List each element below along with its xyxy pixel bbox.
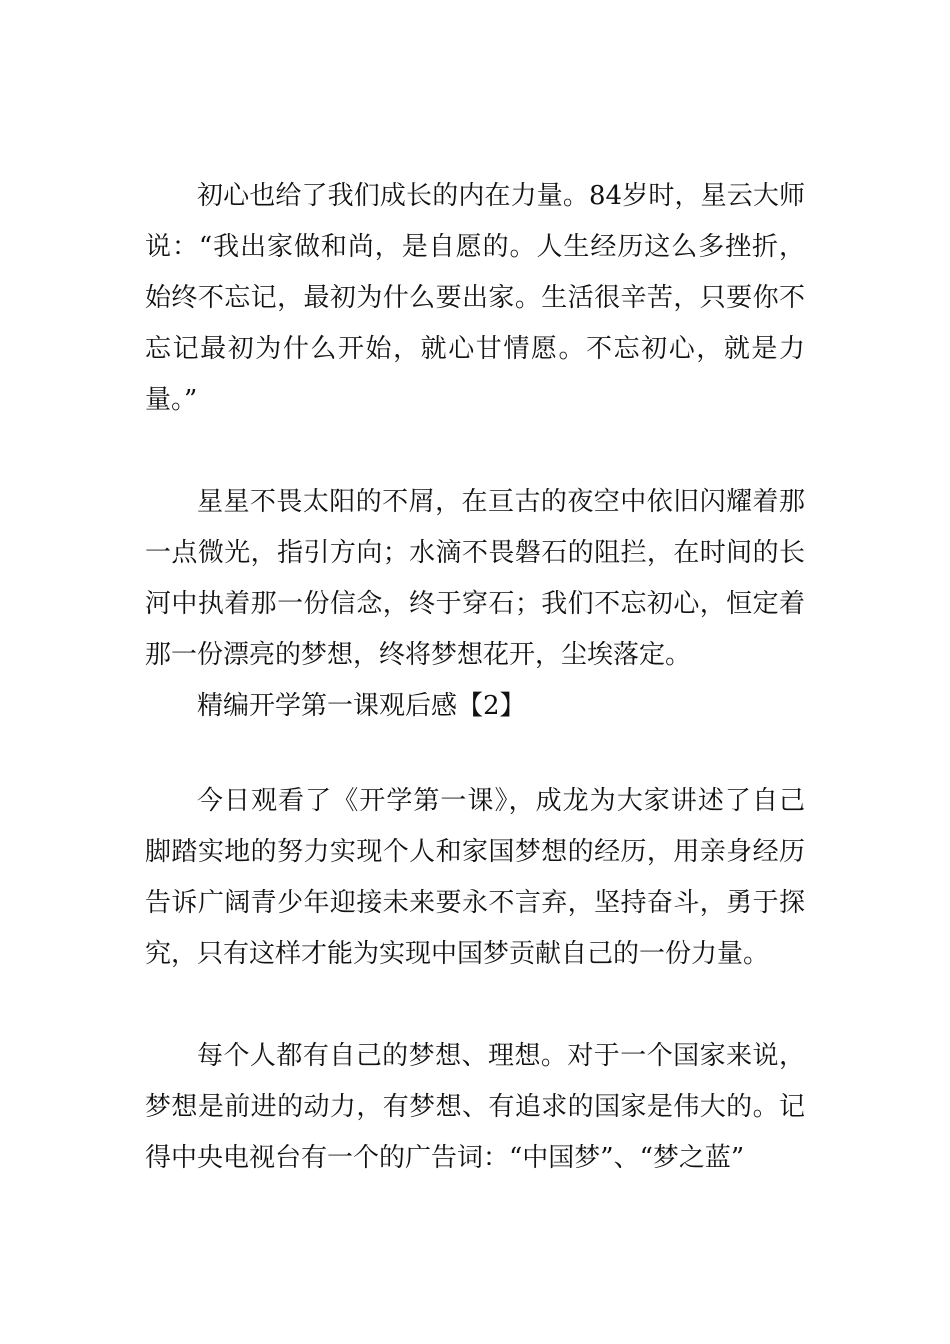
section-heading: 精编开学第一课观后感【2】 [197, 691, 526, 721]
paragraph-stars-and-water: 星星不畏太阳的不屑，在亘古的夜空中依旧闪耀着那一点微光，指引方向；水滴不畏磐石的阻拦，在时间的长河中执着那一份信念，终于穿石；我们不忘初心，恒定着那一份漂亮的梦想，终将梦想花开，尘埃落定。 [145, 487, 805, 670]
paragraph-dreams: 每个人都有自己的梦想、理想。对于一个国家来说，梦想是前进的动力，有梦想、有追求的国家是伟大的。记得中央电视台有一个的广告词：“中国梦”、“梦之蓝” [145, 1041, 805, 1173]
document-body [145, 171, 805, 1184]
paragraph-first-lesson: 今日观看了《开学第一课》，成龙为大家讲述了自己脚踏实地的努力实现个人和家国梦想的经历，用亲身经历告诉广阔青少年迎接未来要永不言弃，坚持奋斗，勇于探究，只有这样才能为实现中国梦贡献自己的一份力量。 [145, 786, 805, 969]
paragraph-inner-strength: 初心也给了我们成长的内在力量。84岁时，星云大师说：“我出家做和尚，是自愿的。人生经历这么多挫折，始终不忘记，最初为什么要出家。生活很辛苦，只要你不忘记最初为什么开始，就心甘情愿。不忘初心，就是力量。” [145, 181, 805, 415]
